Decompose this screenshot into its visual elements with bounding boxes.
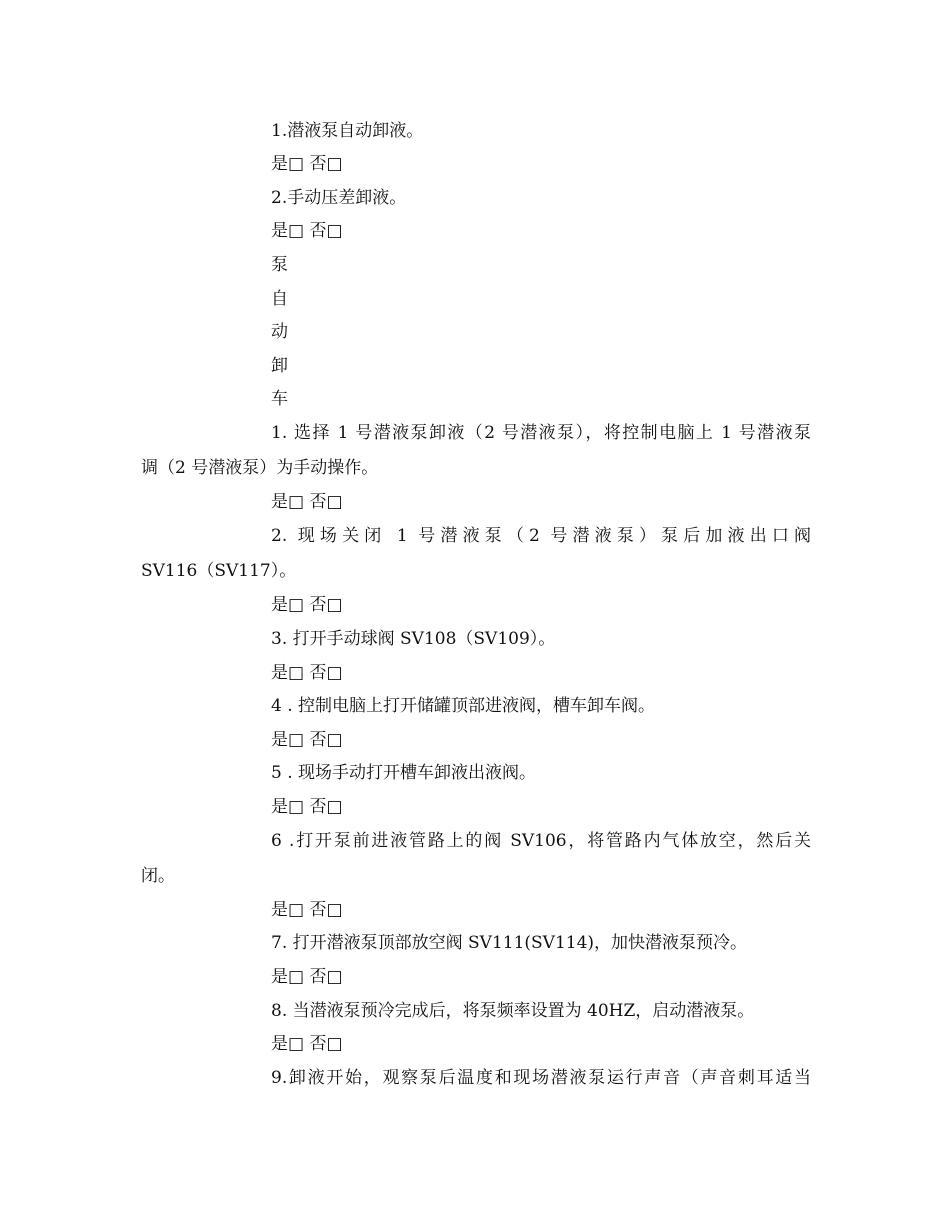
yes-no-checkboxes[interactable]: 是□ 否□: [271, 967, 343, 987]
step-2-line-2: SV116（SV117）。: [141, 561, 297, 581]
step-9-line-1: 9.卸液开始，观察泵后温度和现场潜液泵运行声音（声音刺耳适当: [271, 1068, 811, 1088]
vertical-char: 动: [271, 322, 288, 342]
vertical-char: 卸: [271, 356, 288, 376]
step-1-line-2: 调（2 号潜液泵）为手动操作。: [141, 458, 379, 478]
yes-no-checkboxes[interactable]: 是□ 否□: [271, 663, 343, 683]
yes-no-checkboxes[interactable]: 是□ 否□: [271, 221, 343, 241]
yes-no-checkboxes[interactable]: 是□ 否□: [271, 1034, 343, 1054]
step-2-line-1: 2. 现场关闭 1 号潜液泵（2 号潜液泵）泵后加液出口阀: [271, 526, 811, 546]
yes-no-checkboxes[interactable]: 是□ 否□: [271, 900, 343, 920]
yes-no-checkboxes[interactable]: 是□ 否□: [271, 595, 343, 615]
step-6-line-1: 6 .打开泵前进液管路上的阀 SV106，将管路内气体放空，然后关: [271, 831, 811, 851]
item-1-heading: 1.潜液泵自动卸液。: [271, 121, 424, 141]
yes-no-checkboxes[interactable]: 是□ 否□: [271, 797, 343, 817]
item-2-heading: 2.手动压差卸液。: [271, 188, 407, 208]
vertical-char: 泵: [271, 255, 288, 275]
step-3: 3. 打开手动球阀 SV108（SV109）。: [271, 629, 556, 649]
step-8: 8. 当潜液泵预冷完成后，将泵频率设置为 40HZ，启动潜液泵。: [271, 1001, 755, 1021]
step-1-line-1: 1. 选择 1 号潜液泵卸液（2 号潜液泵），将控制电脑上 1 号潜液泵: [271, 423, 811, 443]
step-4: 4 . 控制电脑上打开储罐顶部进液阀，槽车卸车阀。: [271, 696, 656, 716]
step-5: 5 . 现场手动打开槽车卸液出液阀。: [271, 763, 537, 783]
vertical-char: 车: [271, 389, 288, 409]
yes-no-checkboxes[interactable]: 是□ 否□: [271, 492, 343, 512]
step-6-line-2: 闭。: [141, 866, 175, 886]
step-7: 7. 打开潜液泵顶部放空阀 SV111(SV114)，加快潜液泵预冷。: [271, 933, 748, 953]
yes-no-checkboxes[interactable]: 是□ 否□: [271, 730, 343, 750]
yes-no-checkboxes[interactable]: 是□ 否□: [271, 154, 343, 174]
vertical-char: 自: [271, 289, 288, 309]
